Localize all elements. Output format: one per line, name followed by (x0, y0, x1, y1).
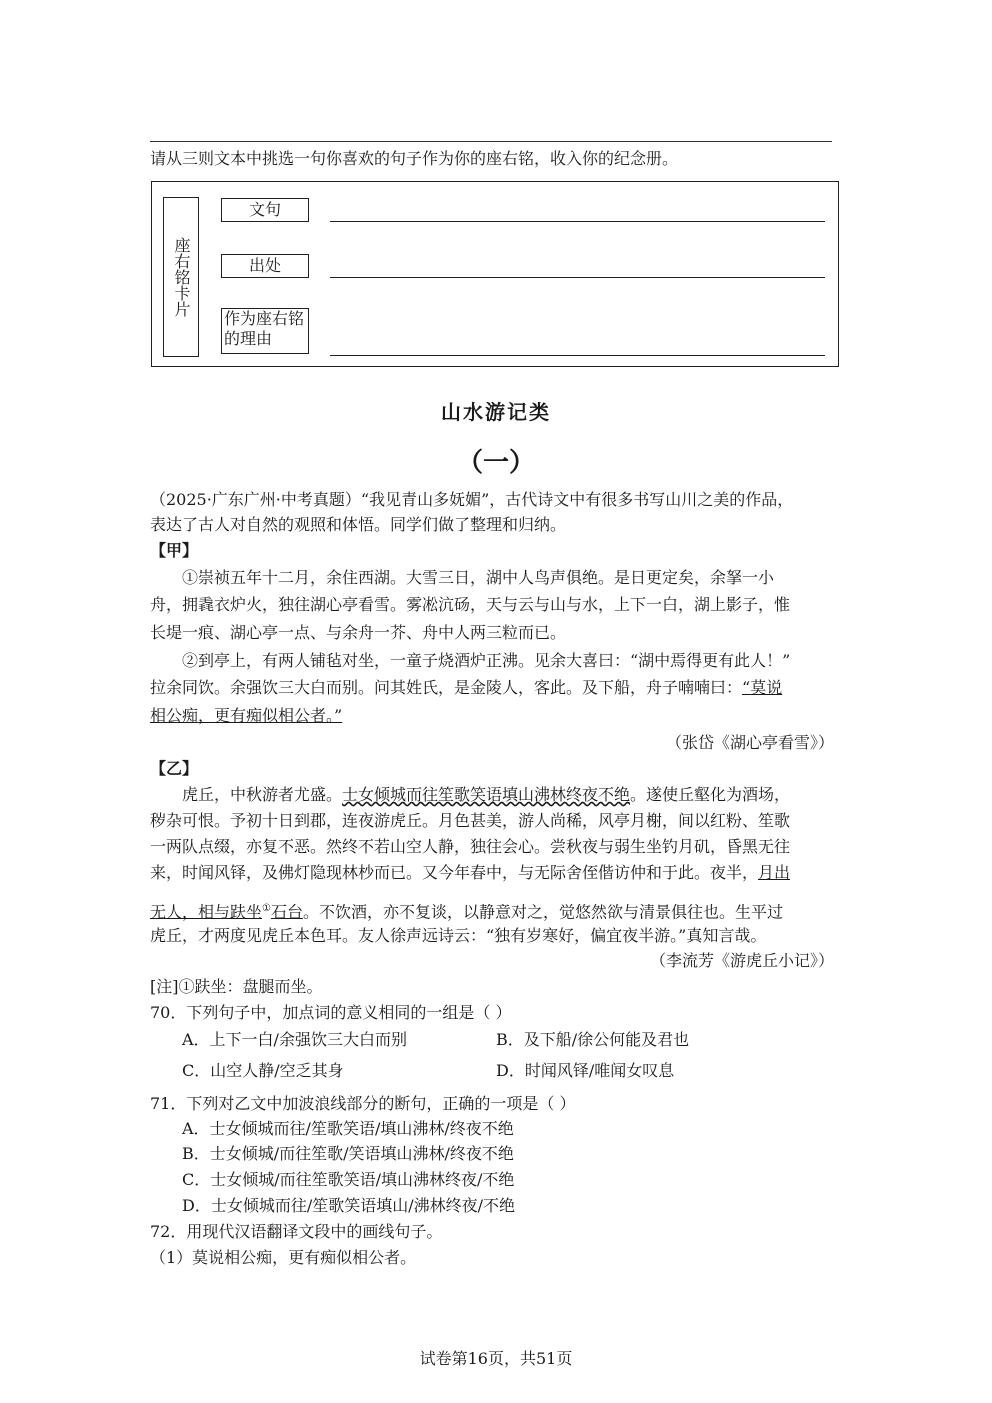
yi-underlined-end: 石台 (270, 902, 303, 922)
intro-line-1: （2025·广东广州·中考真题）“我见青山多妩媚”，古代诗文中有很多书写山川之美的作品， (150, 490, 794, 509)
page-footer: 试卷第16页，共51页 (419, 1349, 573, 1368)
jia-p2-line-1: ②到亭上，有两人铺毡对坐，一童子烧酒炉正沸。见余大喜曰：“湖中焉得更有此人！” (182, 651, 791, 670)
yi-note: [注]①趺坐：盘腿而坐。 (150, 977, 323, 996)
yi-source: （李流芳《游虎丘小记》） (649, 951, 834, 970)
label-reason: 作为座右铭的理由 (221, 308, 309, 354)
q70-option-c[interactable]: C．山空人静/空乏其身 (182, 1061, 344, 1080)
yi-line-1 (182, 784, 790, 806)
jia-p2-line-2 (150, 677, 782, 699)
jia-p2-line-2-text: 拉余同饮。余强饮三大白而别。问其姓氏，是金陵人，客此。及下船，舟子喃喃曰： (150, 678, 743, 697)
jia-underlined-start: “莫说 (742, 678, 783, 697)
q71-option-b[interactable]: B．士女倾城/而往笙歌/笑语填山沸林/终夜不绝 (182, 1144, 514, 1163)
jia-p1-line-2: 舟，拥毳衣炉火，独往湖心亭看雪。雾凇沆砀，天与云与山与水，上下一白，湖上影子，惟 (150, 595, 791, 614)
source-blank-line[interactable] (330, 277, 825, 278)
yi-underlined-start: 月出 (758, 863, 791, 882)
yi-line-5 (150, 898, 783, 923)
part-title: （一） (456, 448, 535, 478)
yi-line-3: 一两队点缀，亦复不恶。然终不若山空人静，独往会心。尝秋夜与弱生坐钓月矶，昏黑无往 (150, 837, 791, 856)
yi-line-5c: 。不饮酒，亦不复谈，以静意对之，觉悠然欲与清景俱往也。生平过 (303, 902, 784, 922)
jia-source: （张岱《湖心亭看雪》） (665, 733, 834, 752)
q72-stem: 72．用现代汉语翻译文段中的画线句子。 (150, 1222, 443, 1241)
q71-stem: 71．下列对乙文中加波浪线部分的断句，正确的一项是（ ） (150, 1094, 576, 1113)
yi-line-2: 秽杂可恨。予初十日到郡，连夜游虎丘。月色甚美，游人尚稀，风亭月榭，间以红粉、笙歌 (150, 811, 791, 830)
yi-line-4a: 来，时闻风铎，及佛灯隐现林杪而已。又今年春中，与无际舍侄偕访仲和于此。夜半， (150, 863, 759, 882)
motto-card-side-label (163, 197, 199, 357)
q71-option-c[interactable]: C．士女倾城/而往笙歌笑语/填山沸林终夜/不绝 (182, 1170, 515, 1189)
yi-line-1c: 。遂使丘壑化为酒场， (630, 785, 791, 804)
yi-underlined-mid: 无人，相与趺坐 (150, 902, 263, 922)
q72-sub-1: （1）莫说相公痴，更有痴似相公者。 (150, 1248, 417, 1267)
label-sentence: 文句 (221, 198, 309, 222)
q70-option-a[interactable]: A．上下一白/余强饮三大白而别 (182, 1030, 407, 1049)
intro-line-2: 表达了古人对自然的观照和体悟。同学们做了整理和归纳。 (150, 515, 567, 534)
yi-tag: 【乙】 (150, 759, 199, 778)
yi-footnote-mark: ① (262, 903, 271, 914)
top-rule (150, 141, 832, 142)
label-source: 出处 (221, 254, 309, 278)
section-title: 山水游记类 (441, 400, 551, 424)
q71-option-a[interactable]: A．士女倾城而往/笙歌笑语/填山沸林/终夜不绝 (182, 1119, 514, 1138)
reason-blank-line[interactable] (330, 355, 825, 356)
sentence-blank-line[interactable] (330, 221, 825, 222)
jia-underlined-sentence: 相公痴，更有痴似相公者。” (150, 706, 343, 725)
jia-tag: 【甲】 (150, 541, 199, 560)
q70-stem: 70．下列句子中，加点词的意义相同的一组是（ ） (150, 1003, 512, 1022)
yi-line-1a: 虎丘，中秋游者尤盛。 (182, 785, 343, 804)
jia-p1-line-1: ①崇祯五年十二月，余住西湖。大雪三日，湖中人鸟声俱绝。是日更定矣，余拏一小 (182, 568, 775, 587)
q70-option-d[interactable]: D．时闻风铎/唯闻女叹息 (496, 1061, 675, 1080)
prompt-text: 请从三则文本中挑选一句你喜欢的句子作为你的座右铭，收入你的纪念册。 (150, 149, 679, 168)
jia-p1-line-3: 长堤一痕、湖心亭一点、与余舟一芥、舟中人两三粒而已。 (150, 623, 567, 642)
q70-option-b[interactable]: B．及下船/徐公何能及君也 (496, 1030, 690, 1049)
side-label-text: 座右铭卡片 (172, 237, 191, 317)
yi-line-4 (150, 862, 790, 884)
yi-line-6: 虎丘，才两度见虎丘本色耳。友人徐声远诗云：“独有岁寒好，偏宜夜半游。”真知言哉。 (150, 926, 767, 945)
q71-option-d[interactable]: D．士女倾城而往/笙歌笑语填山/沸林终夜/不绝 (182, 1196, 516, 1215)
yi-wavy-sentence: 士女倾城而往笙歌笑语填山沸林终夜不绝 (342, 785, 631, 804)
